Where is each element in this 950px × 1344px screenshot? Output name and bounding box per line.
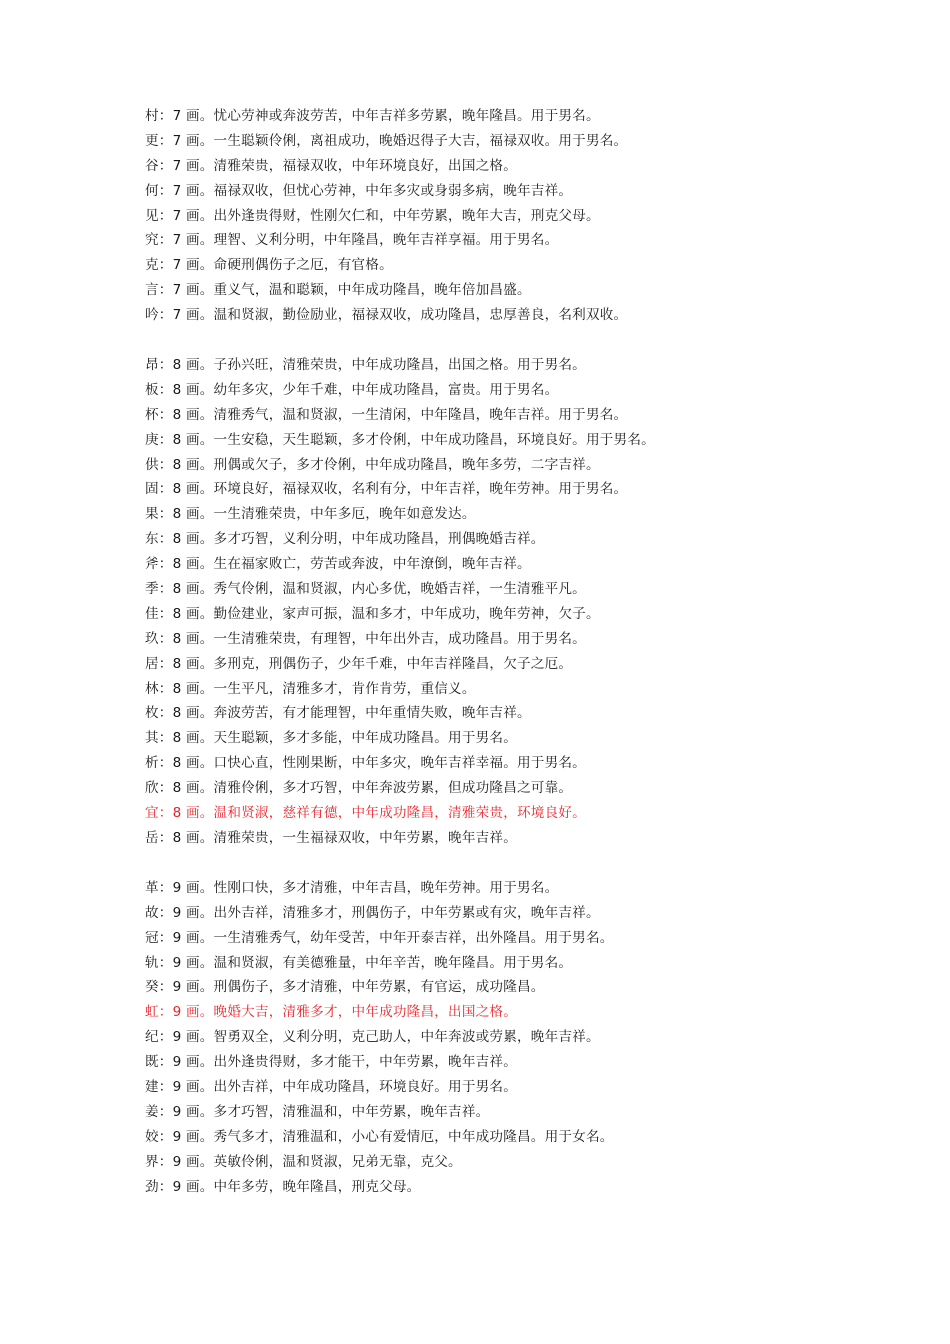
name-entry: 村：7 画。忧心劳神或奔波劳苦，中年吉祥多劳累，晚年隆昌。用于男名。 [145, 108, 600, 124]
name-entry: 固：8 画。环境良好，福禄双收，名利有分，中年吉祥，晚年劳神。用于男名。 [145, 481, 628, 498]
name-entry: 姜：9 画。多才巧智，清雅温和，中年劳累，晚年吉祥。 [145, 1103, 490, 1120]
name-entry: 吟：7 画。温和贤淑，勤俭励业，福禄双收，成功隆昌，忠厚善良，名利双收。 [145, 307, 628, 324]
name-entry: 玖：8 画。一生清雅荣贵，有理智，中年出外吉，成功隆昌。用于男名。 [145, 630, 586, 647]
name-entry: 轨：9 画。温和贤淑，有美德雅量，中年辛苦，晚年隆昌。用于男名。 [145, 954, 573, 971]
stroke-group [145, 353, 905, 851]
name-entry: 纪：9 画。智勇双全，义利分明，克己助人，中年奔波或劳累，晚年吉祥。 [145, 1029, 600, 1046]
name-entry: 岳：8 画。清雅荣贵，一生福禄双收，中年劳累，晚年吉祥。 [145, 829, 518, 846]
name-entry: 劲：9 画。中年多劳，晚年隆昌，刑克父母。 [145, 1178, 421, 1195]
name-entry: 癸：9 画。刑偶伤子，多才清雅，中年劳累，有官运，成功隆昌。 [145, 979, 545, 996]
name-entry: 谷：7 画。清雅荣贵，福禄双收，中年环境良好，出国之格。 [145, 157, 518, 174]
name-entry: 东：8 画。多才巧智，义利分明，中年成功隆昌，刑偶晚婚吉祥。 [145, 531, 545, 548]
name-entry: 何：7 画。福禄双收，但忧心劳神，中年多灾或身弱多病，晚年吉祥。 [145, 182, 573, 199]
name-entry: 故：9 画。出外吉祥，清雅多才，刑偶伤子，中年劳累或有灾，晚年吉祥。 [145, 904, 600, 921]
stroke-group [145, 876, 905, 1200]
name-entry: 斧：8 画。生在福家败亡，劳苦或奔波，中年潦倒，晚年吉祥。 [145, 556, 531, 573]
name-entry: 见：7 画。出外逢贵得财，性刚欠仁和，中年劳累，晚年大吉，刑克父母。 [145, 207, 600, 224]
name-entry: 庚：8 画。一生安稳，天生聪颖，多才伶俐，中年成功隆昌，环境良好。用于男名。 [145, 431, 655, 448]
name-entry: 季：8 画。秀气伶俐，温和贤淑，内心多优，晚婚吉祥，一生清雅平凡。 [145, 581, 586, 598]
name-entry: 既：9 画。出外逢贵得财，多才能干，中年劳累，晚年吉祥。 [145, 1054, 518, 1071]
name-entry: 言：7 画。重义气，温和聪颖，中年成功隆昌，晚年倍加昌盛。 [145, 282, 531, 299]
name-entry: 昂：8 画。子孙兴旺，清雅荣贵，中年成功隆昌，出国之格。用于男名。 [145, 357, 586, 374]
name-entry: 居：8 画。多刑克，刑偶伤子，少年千难，中年吉祥隆昌，欠子之厄。 [145, 655, 573, 672]
name-entry: 其：8 画。天生聪颖，多才多能，中年成功隆昌。用于男名。 [145, 730, 518, 747]
name-entry: 界：9 画。英敏伶俐，温和贤淑，兄弟无靠，克父。 [145, 1153, 462, 1170]
name-entry: 供：8 画。刑偶或欠子，多才伶俐，中年成功隆昌，晚年多劳，二字吉祥。 [145, 456, 600, 473]
name-entry: 克：7 画。命硬刑偶伤子之厄，有官格。 [145, 257, 393, 274]
name-entry: 板：8 画。幼年多灾，少年千难，中年成功隆昌，富贵。用于男名。 [145, 381, 559, 398]
highlighted-entry: 虹：9 画。晚婚大吉，清雅多才，中年成功隆昌，出国之格。 [145, 1004, 518, 1021]
highlighted-entry: 宜：8 画。温和贤淑，慈祥有德，中年成功隆昌，清雅荣贵，环境良好。 [145, 805, 586, 822]
name-stroke-list [145, 104, 905, 1199]
name-entry: 枚：8 画。奔波劳苦，有才能理智，中年重情失败，晚年吉祥。 [145, 705, 531, 722]
name-entry: 果：8 画。一生清雅荣贵，中年多厄，晚年如意发达。 [145, 506, 476, 523]
name-entry: 建：9 画。出外吉祥，中年成功隆昌，环境良好。用于男名。 [145, 1078, 518, 1095]
name-entry: 姣：9 画。秀气多才，清雅温和，小心有爱情厄，中年成功隆昌。用于女名。 [145, 1128, 614, 1145]
name-entry: 欣：8 画。清雅伶俐，多才巧智，中年奔波劳累，但成功隆昌之可靠。 [145, 780, 573, 797]
stroke-group [145, 104, 905, 328]
name-entry: 革：9 画。性刚口快，多才清雅，中年吉昌，晚年劳神。用于男名。 [145, 879, 559, 896]
name-entry: 更：7 画。一生聪颖伶俐，离祖成功，晚婚迟得子大吉，福禄双收。用于男名。 [145, 132, 628, 149]
name-entry: 林：8 画。一生平凡，清雅多才，肯作肯劳，重信义。 [145, 680, 476, 697]
name-entry: 佳：8 画。勤俭建业，家声可振，温和多才，中年成功，晚年劳神，欠子。 [145, 605, 600, 622]
name-entry: 析：8 画。口快心直，性刚果断，中年多灾，晚年吉祥幸福。用于男名。 [145, 755, 586, 772]
name-entry: 杯：8 画。清雅秀气，温和贤淑，一生清闲，中年隆昌，晚年吉祥。用于男名。 [145, 406, 628, 423]
name-entry: 冠：9 画。一生清雅秀气，幼年受苦，中年开泰吉祥，出外隆昌。用于男名。 [145, 929, 614, 946]
name-entry: 究：7 画。理智、义利分明，中年隆昌，晚年吉祥享福。用于男名。 [145, 232, 559, 249]
